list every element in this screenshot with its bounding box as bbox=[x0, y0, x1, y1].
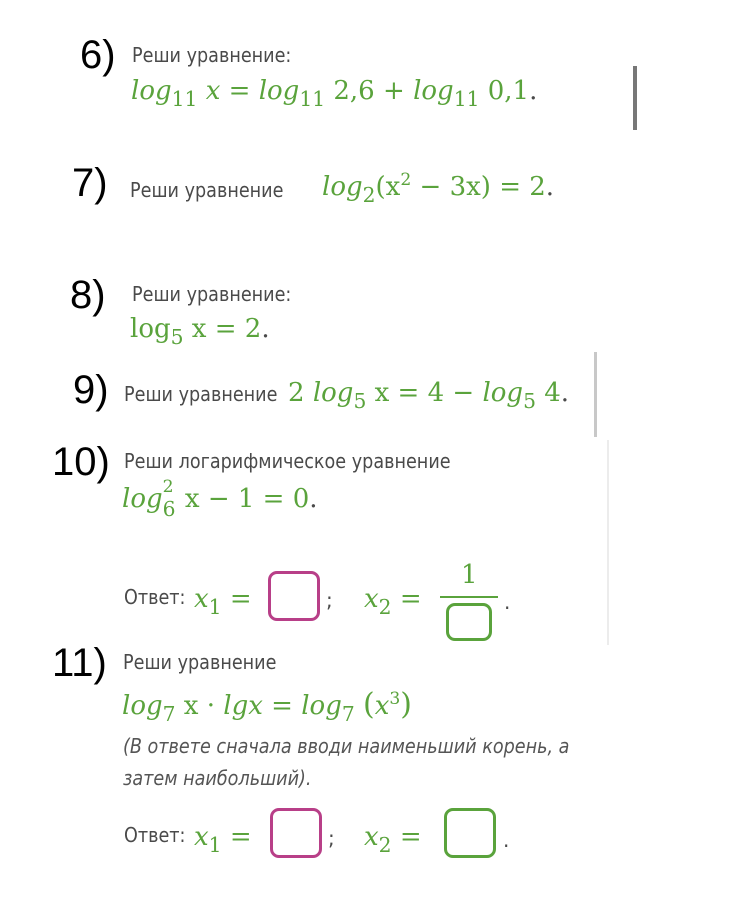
problem-number-8: 8) bbox=[70, 273, 106, 317]
problem-7-equation: $\log_2(x^2 - 3x) = 2$. bbox=[322, 169, 555, 207]
problem-8-equation: $\log_5 x = 2$. bbox=[130, 314, 270, 349]
period-10: . bbox=[504, 590, 511, 614]
answer-input-x1-11[interactable] bbox=[270, 808, 322, 858]
problem-number-10: 10) bbox=[52, 440, 110, 484]
x1-label-10: $x_1$ = bbox=[194, 584, 252, 619]
x2-label-11: $x_2$ = bbox=[364, 822, 422, 857]
problem-number-11: 11) bbox=[52, 641, 107, 685]
answer-input-x1-10[interactable] bbox=[268, 571, 320, 621]
problem-9-equation: 2 $\log_5 x = 4 - \log_5 4$. bbox=[288, 378, 570, 413]
problem-10-equation: log 2 6 x − 1 = 0. bbox=[122, 477, 318, 521]
problem-number-7: 7) bbox=[72, 161, 108, 205]
problem-number-9: 9) bbox=[73, 368, 109, 412]
answer-input-denominator-10[interactable] bbox=[446, 603, 492, 641]
separator-10: ; bbox=[326, 588, 333, 612]
problem-11-note-line2: затем наибольший). bbox=[123, 766, 312, 790]
problem-number-6: 6) bbox=[80, 33, 116, 77]
fraction-bar bbox=[440, 596, 498, 598]
problem-10-instruction: Реши логарифмическое уравнение bbox=[124, 449, 451, 473]
problem-11-equation: $\log_7 x \cdot \lg x = \log_7 (x^3)$ bbox=[122, 687, 412, 726]
problem-7-instruction: Реши уравнение bbox=[130, 178, 284, 202]
problem-8-instruction: Реши уравнение: bbox=[132, 282, 292, 306]
answer-input-x2-11[interactable] bbox=[444, 808, 496, 858]
problem-11-note-line1: (В ответе сначала вводи наименьший корень, а bbox=[123, 734, 570, 758]
answer-label-11: Ответ: bbox=[124, 823, 186, 847]
divider-line bbox=[633, 66, 637, 130]
x1-label-11: $x_1$ = bbox=[194, 822, 252, 857]
divider-line bbox=[594, 352, 597, 437]
separator-11: ; bbox=[328, 826, 335, 850]
divider-line bbox=[607, 440, 609, 645]
problem-9-instruction: Реши уравнение bbox=[124, 382, 278, 406]
problem-6-equation: $\log_{11} x = \log_{11} 2,6 + \log_{11} 0,1$. bbox=[131, 76, 538, 111]
x2-label-10: $x_2$ = bbox=[364, 584, 422, 619]
fraction-numerator: 1 bbox=[461, 560, 478, 590]
problem-6-instruction: Реши уравнение: bbox=[132, 43, 292, 67]
problem-11-instruction: Реши уравнение bbox=[123, 650, 277, 674]
period-11: . bbox=[503, 828, 510, 852]
answer-label-10: Ответ: bbox=[124, 585, 186, 609]
